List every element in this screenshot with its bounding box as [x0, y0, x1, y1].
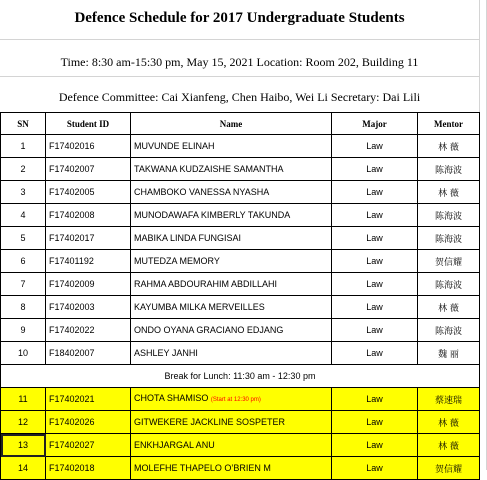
cell-name[interactable]: CHAMBOKO VANESSA NYASHA [131, 181, 332, 204]
student-name-text: CHOTA SHAMISO [134, 392, 209, 403]
document-title: Defence Schedule for 2017 Undergraduate Students [0, 0, 479, 40]
cell-major[interactable]: Law [332, 135, 418, 158]
cell-name[interactable]: KAYUMBA MILKA MERVEILLES [131, 296, 332, 319]
table-row [1, 457, 480, 480]
table-row [1, 204, 480, 227]
cell-sn[interactable]: 1 [1, 135, 46, 158]
cell-student-id[interactable]: F17402022 [46, 319, 131, 342]
table-row [1, 135, 480, 158]
cell-major[interactable]: Law [332, 158, 418, 181]
cell-major[interactable]: Law [332, 250, 418, 273]
cell-student-id[interactable]: F17402018 [46, 457, 131, 480]
table-row [1, 434, 480, 457]
header-student-id[interactable]: Student ID [46, 113, 131, 135]
table-row [1, 388, 480, 411]
cell-name[interactable]: MUTEDZA MEMORY [131, 250, 332, 273]
committee-line: Defence Committee: Cai Xianfeng, Chen Haibo, Wei Li Secretary: Dai Lili [58, 90, 421, 104]
lunch-break-cell[interactable]: Break for Lunch: 11:30 am - 12:30 pm [1, 365, 480, 388]
cell-sn[interactable]: 6 [1, 250, 46, 273]
start-time-note: (Start at 12:30 pm) [210, 396, 261, 403]
header-sn[interactable]: SN [1, 113, 46, 135]
cell-name[interactable]: ASHLEY JANHI [131, 342, 332, 365]
table-row [1, 319, 480, 342]
cell-sn-selected[interactable]: 13 [1, 434, 46, 457]
cell-student-id[interactable]: F17402017 [46, 227, 131, 250]
table-row [1, 411, 480, 434]
table-body [1, 135, 480, 480]
cell-student-id[interactable]: F17402007 [46, 158, 131, 181]
cell-student-id[interactable]: F17402026 [46, 411, 131, 434]
cell-mentor[interactable]: 贺信耀 [418, 457, 480, 480]
cell-name[interactable]: MABIKA LINDA FUNGISAI [131, 227, 332, 250]
cell-student-id[interactable]: F17402008 [46, 204, 131, 227]
cell-sn[interactable]: 2 [1, 158, 46, 181]
cell-mentor[interactable]: 林 薇 [418, 181, 480, 204]
cell-name[interactable]: MOLEFHE THAPELO O’BRIEN M [131, 457, 332, 480]
cell-student-id[interactable]: F17402005 [46, 181, 131, 204]
cell-student-id[interactable]: F18402007 [46, 342, 131, 365]
cell-student-id[interactable]: F17402003 [46, 296, 131, 319]
cell-mentor[interactable]: 林 薇 [418, 411, 480, 434]
cell-sn[interactable]: 3 [1, 181, 46, 204]
cell-name[interactable]: TAKWANA KUDZAISHE SAMANTHA [131, 158, 332, 181]
header-name[interactable]: Name [131, 113, 332, 135]
cell-sn[interactable]: 5 [1, 227, 46, 250]
cell-student-id[interactable]: F17401192 [46, 250, 131, 273]
table-row [1, 181, 480, 204]
cell-sn[interactable]: 10 [1, 342, 46, 365]
cell-sn[interactable]: 12 [1, 411, 46, 434]
cell-student-id[interactable]: F17402016 [46, 135, 131, 158]
cell-mentor[interactable]: 蔡速瑞 [418, 388, 480, 411]
header-major[interactable]: Major [332, 113, 418, 135]
cell-major[interactable]: Law [332, 434, 418, 457]
cell-mentor[interactable]: 贺信耀 [418, 250, 480, 273]
cell-major[interactable]: Law [332, 181, 418, 204]
cell-mentor[interactable]: 林 薇 [418, 135, 480, 158]
cell-major[interactable]: Law [332, 227, 418, 250]
cell-major[interactable]: Law [332, 273, 418, 296]
cell-major[interactable]: Law [332, 411, 418, 434]
cell-sn[interactable]: 14 [1, 457, 46, 480]
cell-student-id[interactable]: F17402009 [46, 273, 131, 296]
table-row [1, 296, 480, 319]
time-location-line: Time: 8:30 am-15:30 pm, May 15, 2021 Location: Room 202, Building 11 [0, 45, 479, 77]
cell-name[interactable]: MUVUNDE ELINAH [131, 135, 332, 158]
cell-sn[interactable]: 11 [1, 388, 46, 411]
cell-mentor[interactable]: 陈海波 [418, 158, 480, 181]
cell-sn[interactable]: 9 [1, 319, 46, 342]
cell-mentor[interactable]: 陈海波 [418, 319, 480, 342]
cell-sn[interactable]: 4 [1, 204, 46, 227]
cell-major[interactable]: Law [332, 204, 418, 227]
table-header-row [1, 113, 480, 135]
cell-name[interactable]: GITWEKERE JACKLINE SOSPETER [131, 411, 332, 434]
cell-name[interactable]: ENKHJARGAL ANU [131, 434, 332, 457]
cell-name[interactable]: MUNODAWAFA KIMBERLY TAKUNDA [131, 204, 332, 227]
cell-mentor[interactable]: 陈海波 [418, 273, 480, 296]
cell-mentor[interactable]: 陈海波 [418, 227, 480, 250]
cell-mentor[interactable]: 林 薇 [418, 434, 480, 457]
table-row [1, 342, 480, 365]
cell-major[interactable]: Law [332, 388, 418, 411]
cell-student-id[interactable]: F17402027 [46, 434, 131, 457]
table-row [1, 227, 480, 250]
lunch-break-row [1, 365, 480, 388]
table-row [1, 158, 480, 181]
table-row [1, 273, 480, 296]
cell-major[interactable]: Law [332, 296, 418, 319]
cell-sn[interactable]: 8 [1, 296, 46, 319]
cell-name[interactable] [131, 388, 332, 411]
cell-mentor[interactable]: 林 薇 [418, 296, 480, 319]
cell-name[interactable]: ONDO OYANA GRACIANO EDJANG [131, 319, 332, 342]
table-row [1, 250, 480, 273]
cell-mentor[interactable]: 魏 丽 [418, 342, 480, 365]
cell-major[interactable]: Law [332, 319, 418, 342]
cell-major[interactable]: Law [332, 342, 418, 365]
cell-major[interactable]: Law [332, 457, 418, 480]
header-mentor[interactable]: Mentor [418, 113, 480, 135]
cell-student-id[interactable]: F17402021 [46, 388, 131, 411]
cell-sn[interactable]: 7 [1, 273, 46, 296]
cell-mentor[interactable]: 陈海波 [418, 204, 480, 227]
cell-name[interactable]: RAHMA ABDOURAHIM ABDILLAHI [131, 273, 332, 296]
schedule-table [0, 112, 480, 480]
